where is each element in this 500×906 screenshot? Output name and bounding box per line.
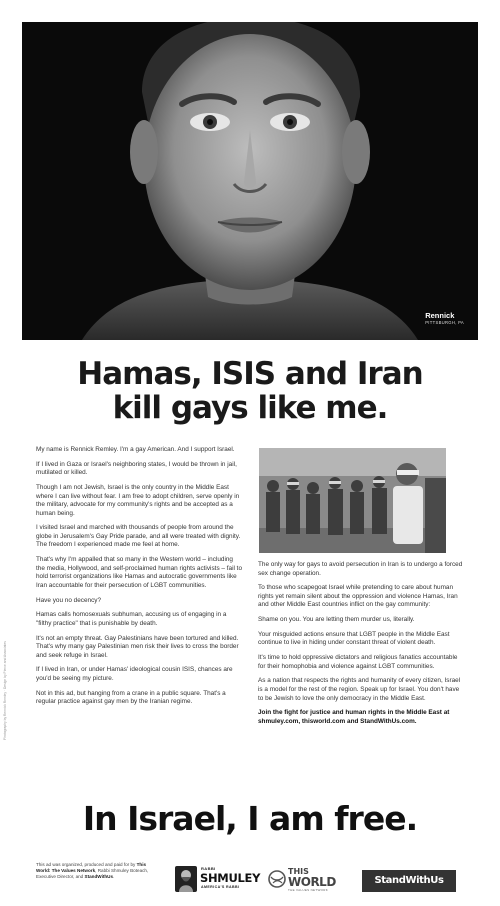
- paragraph: If I lived in Gaza or Israel's neighboring states, I would be thrown in jail, mutilated or killed.: [36, 460, 237, 477]
- paragraph: I visited Israel and marched with thousands of people from around the globe in Jerusalem's Gay Pride parade, and all were treated with dignity. The freedom I experienced made me feel at home.: [36, 524, 241, 549]
- paragraph: If I lived in Iran, or under Hamas' ideological cousin ISIS, chances are you'd be seeing my picture.: [36, 666, 233, 682]
- this-world-logo-this: THIS: [288, 867, 309, 876]
- footer-note-org: This World: The Values Network: [36, 862, 147, 873]
- protest-photo: [259, 448, 446, 553]
- footer-note-end: .: [113, 874, 115, 879]
- caption-name: Rennick: [425, 311, 455, 320]
- protest-illustration: [259, 448, 446, 553]
- headline: [20, 357, 480, 425]
- footer-note: [36, 862, 161, 880]
- shmuley-logo-name: SHMULEY: [200, 871, 261, 885]
- footer-note-org2: StandWithUs: [84, 874, 114, 879]
- paragraph: My name is Rennick Remley. I'm a gay American. And I support Israel.: [36, 446, 235, 453]
- paragraph: That's why I'm appalled that so many in the Western world – including the media, Hollywood, and self-proclaimed human rights activists – fail to hold terrorist organizations like Hamas and autocratic governments like Iran accountable for their persecution of LGBT communities.: [36, 556, 243, 589]
- shmuley-logo: [175, 866, 261, 892]
- portrait-photo: [22, 22, 478, 340]
- paragraph: To those who scapegoat Israel while pretending to care about human rights yet remain silent about the oppression and violence Hamas, Iran and other Middle East countries inflict on the gay community:: [258, 584, 458, 609]
- headline-line-2: kill gays like me.: [112, 390, 388, 426]
- this-world-logo: [268, 866, 348, 892]
- paragraph: Your misguided actions ensure that LGBT people in the Middle East continue to live in hiding under constant threat of violent death.: [258, 630, 450, 647]
- call-to-action: Join the fight for justice and human rights in the Middle East at shmuley.com, thisworld.com and StandWithUs.com.: [258, 709, 450, 725]
- body-column-left: [36, 446, 243, 713]
- body-column-right: [258, 561, 464, 733]
- paragraph: Not in this ad, but hanging from a crane in a public square. That's a regular practice against gay men by the Iranian regime.: [36, 689, 226, 706]
- portrait-illustration: [22, 22, 478, 340]
- paragraph: It's time to hold oppressive dictators and religious fanatics accountable for their homophobia and violence against LGBT communities.: [258, 654, 458, 670]
- footer-note-mid: , Rabbi Shmuley Boteach, Executive Director, and: [36, 868, 149, 879]
- side-credit: Photography by Rennick Remley · Design by Pierce and Associates: [3, 641, 7, 740]
- photo-caption: [425, 311, 464, 326]
- paragraph: Hamas calls homosexuals subhuman, accusing us of engaging in a "filthy practice" that is punishable by death.: [36, 611, 227, 627]
- rabbi-portrait-icon: [175, 866, 197, 892]
- paragraph: Though I am not Jewish, Israel is the only country in the Middle East where I can live without fear. I am free to adopt children, serve openly in the military, advocate for my community's rights and be accepted as a human being.: [36, 484, 240, 517]
- this-world-logo-world: WORLD: [288, 875, 336, 889]
- paragraph: As a nation that respects the rights and humanity of every citizen, Israel is a model for the rest of the region. Speak up for Israel. You don't have to be Jewish to love the only democracy in the Middle East.: [258, 677, 461, 702]
- globe-icon: [268, 870, 286, 888]
- this-world-logo-sub: THE VALUES NETWORK: [288, 888, 329, 892]
- shmuley-logo-top: RABBI: [201, 866, 216, 871]
- paragraph: The only way for gays to avoid persecution in Iran is to undergo a forced sex change operation.: [258, 561, 463, 577]
- paragraph: Shame on you. You are letting them murder us, literally.: [258, 616, 415, 624]
- paragraph: It's not an empty threat. Gay Palestinians have been tortured and killed. That's why many gay Palestinian men risk their lives to cross the border and seek refuge in Israel.: [36, 634, 239, 659]
- tagline: In Israel, I am free.: [82, 799, 418, 838]
- footer-note-prefix: This ad was organized, produced and paid for by: [36, 862, 137, 867]
- headline-line-1: Hamas, ISIS and Iran: [77, 356, 423, 392]
- paragraph: Have you no decency?: [36, 596, 102, 604]
- shmuley-logo-sub: AMERICA'S RABBI: [201, 885, 240, 889]
- standwithus-logo: StandWithUs: [362, 870, 456, 892]
- caption-place: PITTSBURGH, PA: [425, 320, 464, 325]
